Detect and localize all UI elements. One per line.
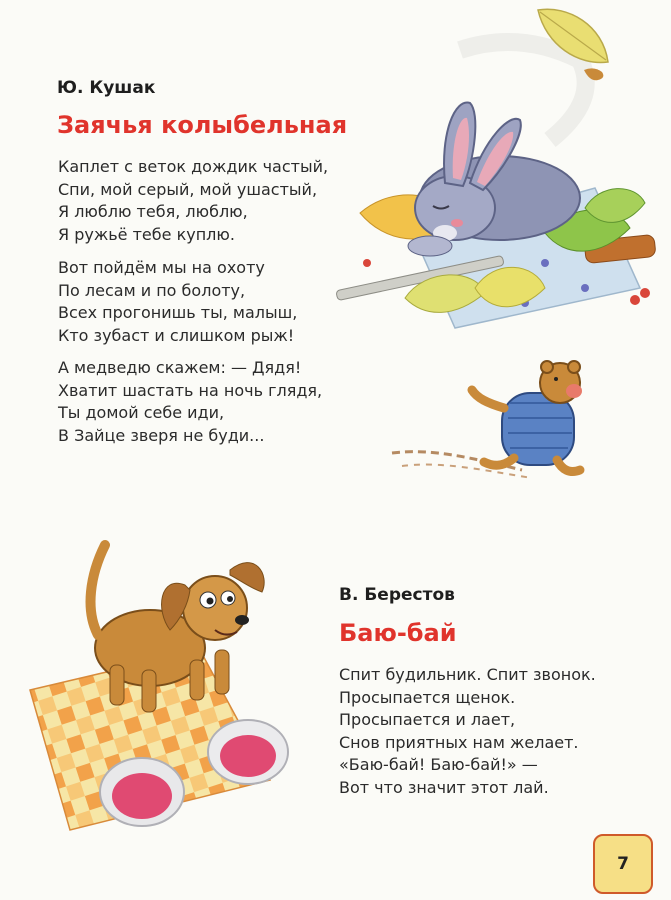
running-bear-illustration: [392, 358, 602, 488]
poem2-title: Баю-бай: [339, 619, 457, 647]
poem-line: Всех прогонишь ты, малыш,: [58, 303, 298, 322]
poem1-author: Ю. Кушак: [57, 78, 156, 98]
poem1-stanza-3: [58, 357, 322, 447]
poem1-stanza-1: [58, 156, 328, 246]
poem-line: В Зайце зверя не буди...: [58, 425, 265, 445]
poem-line: Спит будильник. Спит звонок.: [339, 665, 596, 684]
poem1-stanza-2: [58, 257, 297, 347]
page-number-badge: [593, 834, 653, 894]
puppy-illustration: [30, 530, 320, 840]
page-number: 7: [617, 854, 629, 874]
poem-line: Просыпается щенок.: [339, 687, 516, 707]
poem1-title: Заячья колыбельная: [57, 111, 348, 139]
poem-line: Хватит шастать на ночь глядя,: [58, 380, 323, 400]
poem-line: Вот что значит этот лай.: [339, 777, 549, 797]
poem-line: Спи, мой серый, мой ушастый,: [58, 179, 318, 199]
poem-line: Я ружьё тебе куплю.: [58, 224, 235, 244]
poem-line: А медведю скажем: — Дядя!: [58, 358, 302, 377]
poem-line: Кто зубаст и слишком рыж!: [58, 325, 295, 345]
poem-line: Ты домой себе иди,: [58, 403, 225, 422]
poem-line: «Баю-бай! Баю-бай!» —: [339, 755, 538, 774]
poem-line: Вот пойдём мы на охоту: [58, 258, 265, 277]
sleeping-bunny-illustration: [345, 88, 665, 338]
poem-line: Каплет с веток дождик частый,: [58, 157, 329, 176]
poem-line: Я люблю тебя, люблю,: [58, 202, 248, 221]
poem-line: Снов приятных нам желает.: [339, 732, 579, 752]
falling-leaf-illustration: [528, 0, 618, 90]
poem-line: Просыпается и лает,: [339, 710, 516, 729]
poem-line: По лесам и по болоту,: [58, 280, 246, 300]
poem2-stanza-1: [339, 664, 596, 799]
poem2-author: В. Берестов: [339, 585, 455, 605]
